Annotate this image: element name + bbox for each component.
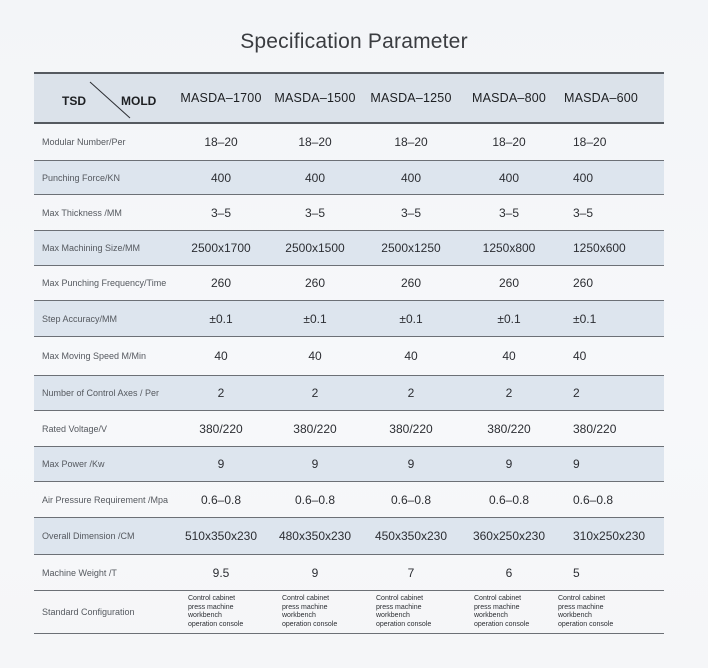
row-label: Max Moving Speed M/Min [42, 351, 147, 361]
table-row [34, 301, 664, 337]
table-row [34, 266, 664, 301]
row-label: Rated Voltage/V [42, 423, 108, 434]
row-label: Standard Configuration [42, 607, 135, 617]
config-line: workbench [376, 612, 410, 619]
table-row [34, 376, 664, 411]
model-header: MASDA–800 [471, 91, 547, 105]
page-title: Specification Parameter [240, 30, 468, 53]
value-cell: 310x250x230 [573, 529, 646, 543]
value-cell: 260 [304, 276, 326, 290]
value-cell: 9 [311, 457, 319, 471]
value-cell: 1250x800 [482, 241, 536, 255]
config-line: workbench [188, 612, 222, 619]
table-row [34, 447, 664, 482]
config-line: Control cabinet [474, 595, 522, 602]
value-cell: 2 [217, 386, 225, 400]
value-cell: 0.6–0.8 [390, 492, 432, 507]
value-cell: 40 [214, 349, 228, 363]
value-cell: 0.6–0.8 [488, 492, 530, 507]
model-header: MASDA–1700 [180, 91, 262, 105]
config-line: operation console [474, 620, 530, 628]
value-cell: 380/220 [573, 421, 617, 436]
config-line: press machine [558, 603, 604, 611]
table-row [34, 195, 664, 231]
spec-table [34, 72, 664, 634]
value-cell: 3–5 [498, 205, 520, 220]
value-cell: 40 [502, 349, 516, 363]
config-line: Control cabinet [188, 595, 236, 602]
value-cell: 400 [210, 170, 232, 185]
config-line: press machine [188, 603, 234, 611]
value-cell: 5 [573, 565, 580, 580]
table-row [34, 231, 664, 266]
table-row [34, 482, 664, 518]
value-cell: 380/220 [487, 421, 531, 436]
value-cell: 9 [573, 457, 580, 471]
value-cell: 400 [573, 170, 594, 185]
value-cell: 6 [505, 565, 513, 580]
value-cell: ±0.1 [497, 311, 521, 326]
config-line: operation console [558, 620, 614, 628]
value-cell: 18–20 [204, 135, 238, 149]
row-label: Max Power /Kw [42, 459, 105, 469]
config-line: workbench [474, 612, 508, 619]
config-line: workbench [282, 612, 316, 619]
config-line: press machine [474, 603, 520, 611]
config-line: Control cabinet [376, 595, 424, 602]
value-cell: 380/220 [389, 421, 433, 436]
value-cell: 18–20 [298, 135, 332, 149]
row-label: Number of Control Axes / Per [42, 388, 160, 398]
value-cell: 2 [311, 386, 319, 400]
value-cell: 40 [404, 349, 418, 363]
value-cell: 360x250x230 [472, 529, 546, 543]
table-row [34, 124, 664, 161]
header-diagonal-cell [34, 74, 174, 122]
value-cell: 2500x1500 [285, 241, 345, 255]
config-row [34, 591, 664, 634]
value-cell: 9 [311, 565, 319, 580]
config-line: Control cabinet [282, 595, 330, 602]
header-mold-label: MOLD [121, 94, 157, 108]
config-line: Control cabinet [558, 595, 606, 602]
header-tsd-label: TSD [62, 94, 86, 108]
config-line: operation console [188, 620, 244, 628]
row-label: Modular Number/Per [42, 137, 126, 147]
value-cell: 3–5 [304, 205, 326, 220]
row-label: Step Accuracy/MM [42, 313, 118, 324]
value-cell: 40 [308, 349, 322, 363]
value-cell: 9.5 [212, 565, 230, 580]
config-cell [460, 591, 558, 633]
value-cell: 260 [498, 276, 520, 290]
value-cell: 40 [573, 349, 587, 363]
config-cell [558, 591, 664, 633]
value-cell: 2500x1700 [191, 241, 251, 255]
row-label: Overall Dimension /CM [42, 531, 135, 541]
value-cell: 400 [400, 170, 422, 185]
model-header: MASDA–600 [564, 91, 639, 105]
config-line: press machine [376, 603, 422, 611]
config-line: workbench [558, 612, 592, 619]
value-cell: 2 [407, 386, 415, 400]
value-cell: 9 [407, 457, 415, 471]
value-cell: 450x350x230 [374, 529, 448, 543]
value-cell: 18–20 [573, 135, 607, 149]
value-cell: 3–5 [210, 205, 232, 220]
config-cell [174, 591, 268, 633]
row-label: Machine Weight /T [42, 567, 117, 578]
config-line: operation console [376, 620, 432, 628]
model-header: MASDA–1250 [370, 91, 452, 105]
value-cell: 480x350x230 [278, 529, 352, 543]
value-cell: 18–20 [394, 135, 428, 149]
table-row [34, 337, 664, 376]
row-label: Air Pressure Requirement /Mpa [42, 494, 169, 505]
value-cell: 2500x1250 [381, 241, 441, 255]
value-cell: 3–5 [573, 205, 594, 220]
row-label: Max Machining Size/MM [42, 243, 141, 253]
config-cell [268, 591, 362, 633]
value-cell: 260 [210, 276, 232, 290]
table-row [34, 518, 664, 555]
value-cell: 2 [573, 386, 580, 400]
value-cell: 9 [505, 457, 513, 471]
row-label: Max Punching Frequency/Time [42, 278, 167, 288]
value-cell: ±0.1 [399, 311, 423, 326]
table-header-row [34, 74, 664, 124]
value-cell: 3–5 [400, 205, 422, 220]
value-cell: ±0.1 [209, 311, 233, 326]
value-cell: 400 [498, 170, 520, 185]
config-line: operation console [282, 620, 338, 628]
value-cell: 0.6–0.8 [573, 492, 614, 507]
value-cell: ±0.1 [573, 311, 597, 326]
value-cell: 2 [505, 386, 513, 400]
config-line: press machine [282, 603, 328, 611]
row-label: Punching Force/KN [42, 172, 121, 183]
value-cell: 7 [407, 565, 415, 580]
config-cell [362, 591, 460, 633]
value-cell: 9 [217, 457, 225, 471]
value-cell: 0.6–0.8 [200, 492, 242, 507]
value-cell: 260 [400, 276, 422, 290]
value-cell: 0.6–0.8 [294, 492, 336, 507]
table-row [34, 555, 664, 591]
value-cell: 260 [573, 276, 594, 290]
value-cell: 1250x600 [573, 241, 626, 255]
value-cell: 18–20 [492, 135, 526, 149]
value-cell: 510x350x230 [184, 529, 258, 543]
table-row [34, 411, 664, 447]
row-label: Max Thickness /MM [42, 207, 122, 218]
value-cell: 380/220 [199, 421, 243, 436]
value-cell: 380/220 [293, 421, 337, 436]
model-header: MASDA–1500 [274, 91, 356, 105]
table-row [34, 161, 664, 195]
value-cell: ±0.1 [303, 311, 327, 326]
value-cell: 400 [304, 170, 326, 185]
